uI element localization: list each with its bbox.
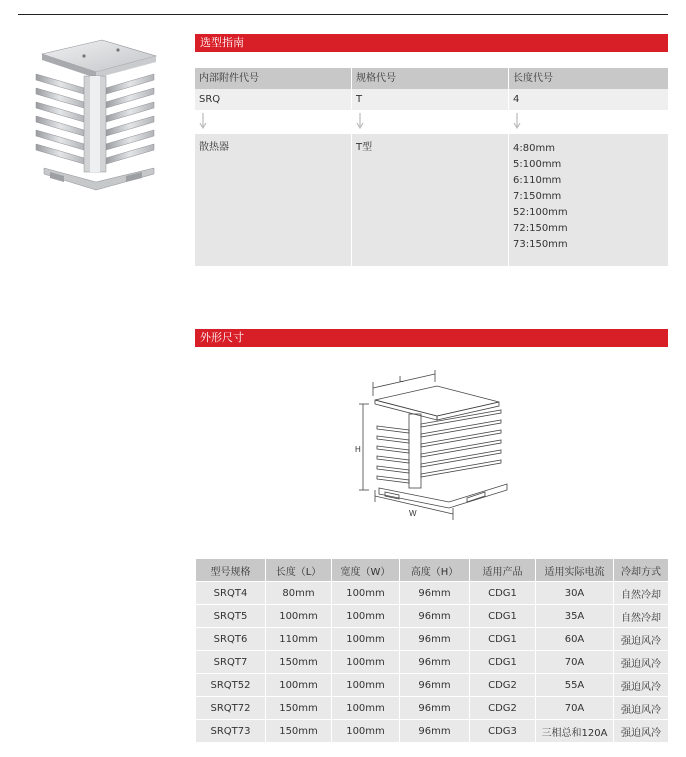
header-model: 型号规格 bbox=[196, 559, 266, 582]
spec-description: T型 bbox=[352, 134, 509, 266]
header-current: 适用实际电流 bbox=[536, 559, 614, 582]
cell-length: 100mm bbox=[266, 605, 332, 628]
cell-current: 70A bbox=[536, 697, 614, 720]
selection-header-row bbox=[195, 68, 668, 89]
cell-length: 150mm bbox=[266, 720, 332, 743]
cell-cooling: 强迫风冷 bbox=[614, 628, 669, 651]
top-divider bbox=[18, 14, 668, 15]
length-option: 72:150mm bbox=[513, 223, 568, 234]
cell-width: 100mm bbox=[332, 697, 400, 720]
selection-code-row bbox=[195, 89, 668, 110]
cell-cooling: 强迫风冷 bbox=[614, 674, 669, 697]
cell-length: 110mm bbox=[266, 628, 332, 651]
dimension-diagram bbox=[355, 370, 520, 520]
down-arrow-icon bbox=[513, 113, 521, 131]
cell-current: 70A bbox=[536, 651, 614, 674]
cell-current: 60A bbox=[536, 628, 614, 651]
down-arrow-icon bbox=[199, 113, 207, 131]
selection-arrow-row bbox=[195, 110, 668, 134]
cell-cooling: 自然冷却 bbox=[614, 582, 669, 605]
cell-model: SRQT52 bbox=[196, 674, 266, 697]
cell-current: 55A bbox=[536, 674, 614, 697]
cell-cooling: 强迫风冷 bbox=[614, 697, 669, 720]
cell-model: SRQT72 bbox=[196, 697, 266, 720]
header-cooling: 冷却方式 bbox=[614, 559, 669, 582]
table-row bbox=[196, 605, 669, 628]
accessory-code-value: SRQ bbox=[195, 89, 352, 110]
cell-length: 150mm bbox=[266, 697, 332, 720]
cell-model: SRQT73 bbox=[196, 720, 266, 743]
length-code-value: 4 bbox=[509, 89, 668, 110]
cell-height: 96mm bbox=[400, 628, 470, 651]
header-spec-code: 规格代号 bbox=[352, 68, 509, 89]
spec-code-value: T bbox=[352, 89, 509, 110]
cell-height: 96mm bbox=[400, 674, 470, 697]
length-option: 52:100mm bbox=[513, 207, 568, 218]
cell-width: 100mm bbox=[332, 605, 400, 628]
cell-model: SRQT4 bbox=[196, 582, 266, 605]
header-product: 适用产品 bbox=[470, 559, 536, 582]
length-option: 5:100mm bbox=[513, 159, 562, 170]
cell-height: 96mm bbox=[400, 651, 470, 674]
heatsink-photo bbox=[14, 32, 184, 198]
cell-product: CDG1 bbox=[470, 651, 536, 674]
table-row bbox=[196, 628, 669, 651]
cell-current: 30A bbox=[536, 582, 614, 605]
cell-width: 100mm bbox=[332, 628, 400, 651]
cell-width: 100mm bbox=[332, 582, 400, 605]
header-height: 高度（H） bbox=[400, 559, 470, 582]
table-row bbox=[196, 582, 669, 605]
cell-current: 35A bbox=[536, 605, 614, 628]
cell-height: 96mm bbox=[400, 720, 470, 743]
cell-cooling: 自然冷却 bbox=[614, 605, 669, 628]
cell-product: CDG1 bbox=[470, 582, 536, 605]
cell-length: 150mm bbox=[266, 651, 332, 674]
length-option: 7:150mm bbox=[513, 191, 562, 202]
selection-guide-table bbox=[195, 68, 668, 266]
selection-guide-header: 选型指南 bbox=[195, 34, 668, 52]
cell-model: SRQT6 bbox=[196, 628, 266, 651]
label-w: W bbox=[409, 509, 417, 518]
header-width: 宽度（W） bbox=[332, 559, 400, 582]
down-arrow-icon bbox=[356, 113, 364, 131]
table-row bbox=[196, 720, 669, 743]
table-row bbox=[196, 674, 669, 697]
table-row bbox=[196, 697, 669, 720]
table-row bbox=[196, 651, 669, 674]
cell-model: SRQT5 bbox=[196, 605, 266, 628]
length-option: 4:80mm bbox=[513, 143, 555, 154]
selection-description-row bbox=[195, 134, 668, 266]
spec-header-row bbox=[196, 559, 669, 582]
length-option: 73:150mm bbox=[513, 239, 568, 250]
header-accessory-code: 内部附件代号 bbox=[195, 68, 352, 89]
cell-height: 96mm bbox=[400, 582, 470, 605]
spec-table bbox=[195, 558, 669, 743]
accessory-description: 散热器 bbox=[195, 134, 352, 266]
cell-length: 100mm bbox=[266, 674, 332, 697]
label-h: H bbox=[355, 445, 361, 454]
cell-height: 96mm bbox=[400, 697, 470, 720]
cell-width: 100mm bbox=[332, 674, 400, 697]
length-option: 6:110mm bbox=[513, 175, 562, 186]
label-l: L bbox=[399, 375, 404, 384]
cell-product: CDG1 bbox=[470, 628, 536, 651]
cell-product: CDG2 bbox=[470, 674, 536, 697]
cell-width: 100mm bbox=[332, 720, 400, 743]
cell-model: SRQT7 bbox=[196, 651, 266, 674]
cell-cooling: 强迫风冷 bbox=[614, 651, 669, 674]
header-length-code: 长度代号 bbox=[509, 68, 668, 89]
cell-current: 三相总和120A bbox=[536, 720, 614, 743]
cell-height: 96mm bbox=[400, 605, 470, 628]
cell-product: CDG1 bbox=[470, 605, 536, 628]
cell-product: CDG3 bbox=[470, 720, 536, 743]
dimensions-header: 外形尺寸 bbox=[195, 329, 668, 347]
length-options bbox=[509, 134, 668, 266]
cell-width: 100mm bbox=[332, 651, 400, 674]
cell-product: CDG2 bbox=[470, 697, 536, 720]
cell-length: 80mm bbox=[266, 582, 332, 605]
header-length: 长度（L） bbox=[266, 559, 332, 582]
cell-cooling: 强迫风冷 bbox=[614, 720, 669, 743]
